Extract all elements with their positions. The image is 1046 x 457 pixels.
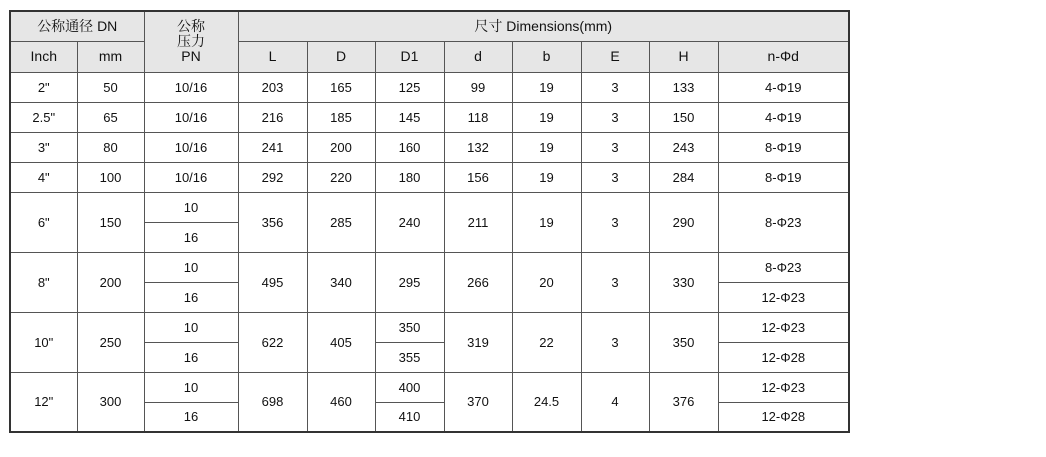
cell-pn: 16 [144, 402, 238, 432]
cell-H: 330 [649, 252, 718, 312]
header-E: E [581, 41, 649, 72]
cell-d: 132 [444, 132, 512, 162]
header-D1: D1 [375, 41, 444, 72]
cell-H: 284 [649, 162, 718, 192]
cell-L: 356 [238, 192, 307, 252]
cell-D1: 295 [375, 252, 444, 312]
cell-mm: 200 [77, 252, 144, 312]
cell-b: 19 [512, 132, 581, 162]
cell-H: 133 [649, 72, 718, 102]
cell-L: 203 [238, 72, 307, 102]
cell-n-phid: 4-Φ19 [718, 72, 849, 102]
table-row [10, 102, 849, 132]
cell-D1: 355 [375, 342, 444, 372]
cell-b: 19 [512, 102, 581, 132]
header-inch: Inch [10, 41, 77, 72]
cell-H: 150 [649, 102, 718, 132]
cell-D: 460 [307, 372, 375, 432]
cell-E: 3 [581, 162, 649, 192]
cell-H: 350 [649, 312, 718, 372]
cell-n-phid: 12-Φ28 [718, 342, 849, 372]
cell-pn: 16 [144, 222, 238, 252]
header-pn-line1: 公称 [177, 18, 205, 35]
cell-b: 24.5 [512, 372, 581, 432]
table-header [10, 11, 849, 72]
cell-D1: 125 [375, 72, 444, 102]
cell-n-phid: 8-Φ19 [718, 162, 849, 192]
header-mm: mm [77, 41, 144, 72]
header-L: L [238, 41, 307, 72]
cell-n-phid: 8-Φ19 [718, 132, 849, 162]
cell-b: 20 [512, 252, 581, 312]
cell-L: 292 [238, 162, 307, 192]
cell-H: 243 [649, 132, 718, 162]
cell-pn: 10 [144, 372, 238, 402]
header-pn-line2: 压力 [177, 33, 205, 50]
cell-mm: 80 [77, 132, 144, 162]
cell-n-phid: 12-Φ23 [718, 282, 849, 312]
flange-dimensions-table-wrapper [9, 10, 850, 433]
header-D: D [307, 41, 375, 72]
cell-D: 285 [307, 192, 375, 252]
cell-inch: 2" [10, 72, 77, 102]
cell-L: 241 [238, 132, 307, 162]
cell-n-phid: 4-Φ19 [718, 102, 849, 132]
cell-D: 185 [307, 102, 375, 132]
cell-d: 319 [444, 312, 512, 372]
cell-D: 220 [307, 162, 375, 192]
cell-D: 340 [307, 252, 375, 312]
cell-H: 376 [649, 372, 718, 432]
cell-inch: 4" [10, 162, 77, 192]
flange-dimensions-table [9, 10, 850, 433]
cell-pn: 10/16 [144, 132, 238, 162]
cell-d: 211 [444, 192, 512, 252]
cell-E: 3 [581, 132, 649, 162]
header-dn-group: 公称通径 DN [10, 11, 144, 41]
cell-pn: 10/16 [144, 72, 238, 102]
cell-D: 405 [307, 312, 375, 372]
cell-D1: 350 [375, 312, 444, 342]
header-pn-line3: PN [181, 48, 201, 65]
header-b: b [512, 41, 581, 72]
cell-inch: 10" [10, 312, 77, 372]
table-row [10, 372, 849, 402]
cell-d: 99 [444, 72, 512, 102]
cell-inch: 6" [10, 192, 77, 252]
cell-E: 3 [581, 312, 649, 372]
cell-mm: 50 [77, 72, 144, 102]
cell-D1: 240 [375, 192, 444, 252]
cell-inch: 2.5" [10, 102, 77, 132]
cell-n-phid: 8-Φ23 [718, 252, 849, 282]
header-pn-group [144, 11, 238, 72]
cell-H: 290 [649, 192, 718, 252]
cell-mm: 150 [77, 192, 144, 252]
cell-inch: 8" [10, 252, 77, 312]
cell-D: 200 [307, 132, 375, 162]
cell-pn: 10 [144, 252, 238, 282]
cell-d: 370 [444, 372, 512, 432]
cell-D1: 180 [375, 162, 444, 192]
cell-L: 622 [238, 312, 307, 372]
cell-D: 165 [307, 72, 375, 102]
cell-E: 3 [581, 102, 649, 132]
cell-b: 19 [512, 192, 581, 252]
cell-mm: 100 [77, 162, 144, 192]
cell-D1: 160 [375, 132, 444, 162]
cell-E: 3 [581, 72, 649, 102]
cell-D1: 145 [375, 102, 444, 132]
cell-pn: 10 [144, 192, 238, 222]
header-dimensions-group: 尺寸 Dimensions(mm) [238, 11, 849, 41]
cell-n-phid: 8-Φ23 [718, 192, 849, 252]
cell-L: 216 [238, 102, 307, 132]
cell-pn: 16 [144, 342, 238, 372]
table-row [10, 252, 849, 282]
cell-pn: 10 [144, 312, 238, 342]
header-d: d [444, 41, 512, 72]
cell-D1: 410 [375, 402, 444, 432]
cell-mm: 300 [77, 372, 144, 432]
cell-pn: 10/16 [144, 162, 238, 192]
cell-n-phid: 12-Φ28 [718, 402, 849, 432]
cell-n-phid: 12-Φ23 [718, 312, 849, 342]
cell-L: 698 [238, 372, 307, 432]
cell-E: 3 [581, 192, 649, 252]
cell-d: 156 [444, 162, 512, 192]
table-row [10, 192, 849, 222]
table-row [10, 132, 849, 162]
cell-L: 495 [238, 252, 307, 312]
header-H: H [649, 41, 718, 72]
cell-pn: 16 [144, 282, 238, 312]
table-row [10, 312, 849, 342]
cell-mm: 65 [77, 102, 144, 132]
table-body [10, 72, 849, 432]
cell-D1: 400 [375, 372, 444, 402]
cell-E: 3 [581, 252, 649, 312]
cell-mm: 250 [77, 312, 144, 372]
cell-b: 19 [512, 72, 581, 102]
cell-b: 22 [512, 312, 581, 372]
table-row [10, 72, 849, 102]
cell-pn: 10/16 [144, 102, 238, 132]
cell-inch: 3" [10, 132, 77, 162]
cell-inch: 12" [10, 372, 77, 432]
cell-d: 266 [444, 252, 512, 312]
cell-n-phid: 12-Φ23 [718, 372, 849, 402]
table-row [10, 162, 849, 192]
header-n-phid: n-Φd [718, 41, 849, 72]
cell-b: 19 [512, 162, 581, 192]
cell-E: 4 [581, 372, 649, 432]
cell-d: 118 [444, 102, 512, 132]
